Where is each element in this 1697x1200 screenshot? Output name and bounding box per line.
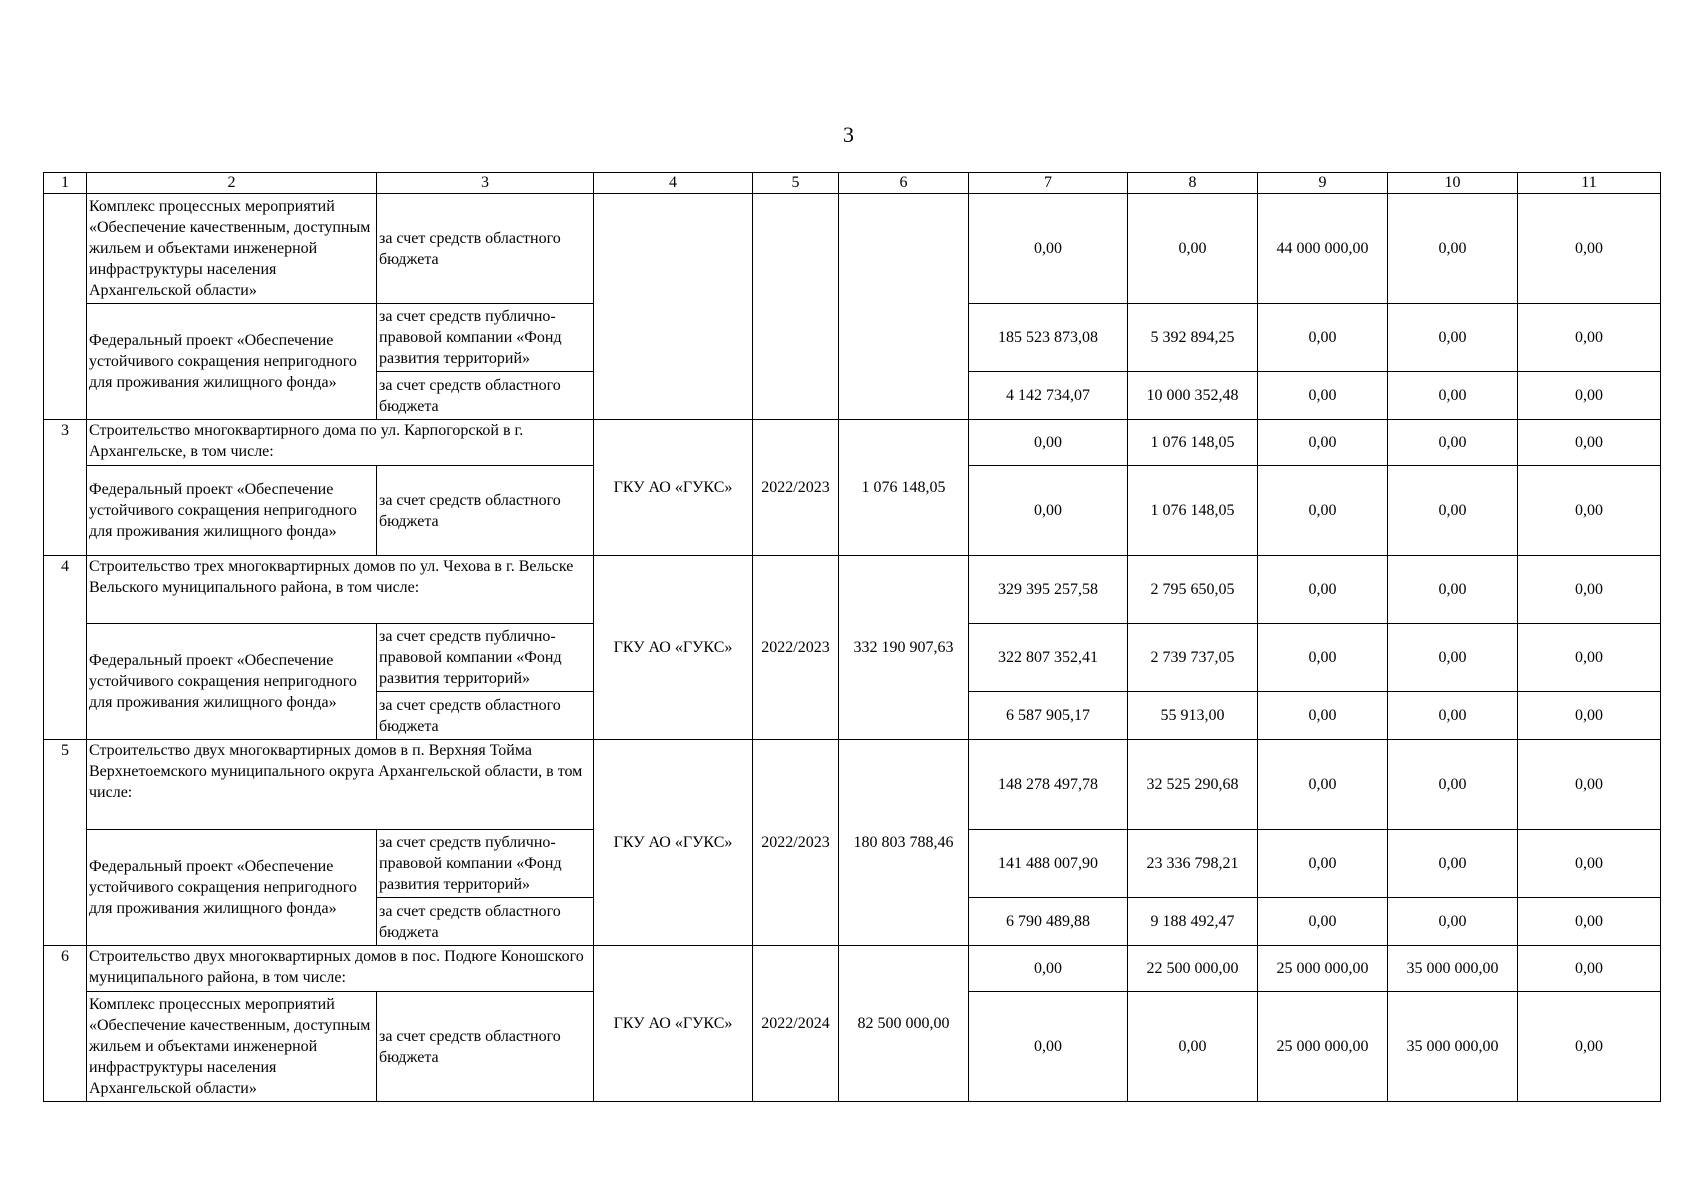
- period-cell: [753, 194, 839, 420]
- funding-source: за счет средств областного бюджета: [377, 898, 594, 946]
- amount-cell: 9 188 492,47: [1128, 898, 1258, 946]
- amount-cell: 0,00: [1518, 898, 1661, 946]
- amount-cell: 23 336 798,21: [1128, 830, 1258, 898]
- amount-cell: 55 913,00: [1128, 692, 1258, 740]
- funding-source: за счет средств областного бюджета: [377, 194, 594, 304]
- table-row: [44, 194, 1661, 304]
- header-cell: 1: [44, 173, 87, 194]
- amount-cell: 0,00: [1388, 624, 1518, 692]
- object-title: Строительство двух многоквартирных домов в пос. Подюге Коношского муниципального района, в том числе:: [87, 946, 594, 992]
- program-label: Федеральный проект «Обеспечение устойчивого сокращения непригодного для проживания жилищного фонда»: [87, 624, 377, 740]
- cost-cell: 1 076 148,05: [839, 420, 969, 556]
- amount-cell: 0,00: [1518, 466, 1661, 556]
- header-cell: 6: [839, 173, 969, 194]
- amount-cell: 0,00: [1258, 304, 1388, 372]
- amount-cell: 6 587 905,17: [969, 692, 1128, 740]
- program-label: Комплекс процессных мероприятий «Обеспечение качественным, доступным жильем и объектами инженерной инфраструктуры населения Архангельской области»: [87, 992, 377, 1102]
- object-title: Строительство многоквартирного дома по ул. Карпогорской в г. Архангельске, в том числе:: [87, 420, 594, 466]
- customer-cell: ГКУ АО «ГУКС»: [594, 740, 753, 946]
- amount-cell: 4 142 734,07: [969, 372, 1128, 420]
- cost-cell: 180 803 788,46: [839, 740, 969, 946]
- amount-cell: 35 000 000,00: [1388, 992, 1518, 1102]
- customer-cell: ГКУ АО «ГУКС»: [594, 420, 753, 556]
- amount-cell: 0,00: [1258, 830, 1388, 898]
- header-cell: 3: [377, 173, 594, 194]
- funding-source: за счет средств областного бюджета: [377, 372, 594, 420]
- row-number-cell: [44, 194, 87, 420]
- amount-cell: 6 790 489,88: [969, 898, 1128, 946]
- amount-cell: 5 392 894,25: [1128, 304, 1258, 372]
- amount-cell: 0,00: [1518, 624, 1661, 692]
- amount-cell: 0,00: [1388, 556, 1518, 624]
- amount-cell: 0,00: [969, 466, 1128, 556]
- header-cell: 2: [87, 173, 377, 194]
- program-label: Комплекс процессных мероприятий «Обеспечение качественным, доступным жильем и объектами инженерной инфраструктуры населения Архангельской области»: [87, 194, 377, 304]
- period-cell: 2022/2023: [753, 420, 839, 556]
- amount-cell: 22 500 000,00: [1128, 946, 1258, 992]
- amount-cell: 0,00: [969, 946, 1128, 992]
- header-cell: 10: [1388, 173, 1518, 194]
- budget-table: [43, 172, 1661, 1102]
- period-cell: 2022/2023: [753, 740, 839, 946]
- row-number-cell: 5: [44, 740, 87, 946]
- amount-cell: 0,00: [1388, 466, 1518, 556]
- funding-source: за счет средств публично-правовой компании «Фонд развития территорий»: [377, 624, 594, 692]
- funding-source: за счет средств публично-правовой компании «Фонд развития территорий»: [377, 830, 594, 898]
- amount-cell: 1 076 148,05: [1128, 420, 1258, 466]
- amount-cell: 25 000 000,00: [1258, 946, 1388, 992]
- amount-cell: 0,00: [969, 992, 1128, 1102]
- row-number-cell: 4: [44, 556, 87, 740]
- object-title: Строительство трех многоквартирных домов по ул. Чехова в г. Вельске Вельского муниципального района, в том числе:: [87, 556, 594, 624]
- period-cell: 2022/2023: [753, 556, 839, 740]
- amount-cell: 329 395 257,58: [969, 556, 1128, 624]
- amount-cell: 0,00: [1258, 466, 1388, 556]
- amount-cell: 0,00: [1258, 556, 1388, 624]
- amount-cell: 0,00: [1518, 304, 1661, 372]
- amount-cell: 0,00: [1388, 740, 1518, 830]
- amount-cell: 0,00: [1388, 372, 1518, 420]
- amount-cell: 0,00: [1258, 420, 1388, 466]
- customer-cell: ГКУ АО «ГУКС»: [594, 556, 753, 740]
- table-row: [44, 740, 1661, 830]
- table-row: [44, 556, 1661, 624]
- amount-cell: 0,00: [1388, 420, 1518, 466]
- amount-cell: 2 739 737,05: [1128, 624, 1258, 692]
- amount-cell: 148 278 497,78: [969, 740, 1128, 830]
- amount-cell: 0,00: [1388, 692, 1518, 740]
- table-row: [44, 946, 1661, 992]
- amount-cell: 2 795 650,05: [1128, 556, 1258, 624]
- amount-cell: 32 525 290,68: [1128, 740, 1258, 830]
- header-cell: 8: [1128, 173, 1258, 194]
- cost-cell: [839, 194, 969, 420]
- row-number-cell: 6: [44, 946, 87, 1102]
- customer-cell: ГКУ АО «ГУКС»: [594, 946, 753, 1102]
- amount-cell: 0,00: [1388, 194, 1518, 304]
- amount-cell: 0,00: [1128, 992, 1258, 1102]
- cost-cell: 332 190 907,63: [839, 556, 969, 740]
- header-cell: 11: [1518, 173, 1661, 194]
- amount-cell: 0,00: [1518, 992, 1661, 1102]
- row-number-cell: 3: [44, 420, 87, 556]
- amount-cell: 0,00: [1258, 898, 1388, 946]
- period-cell: 2022/2024: [753, 946, 839, 1102]
- page-number: 3: [843, 122, 854, 147]
- amount-cell: 0,00: [1258, 372, 1388, 420]
- header-cell: 4: [594, 173, 753, 194]
- amount-cell: 35 000 000,00: [1388, 946, 1518, 992]
- amount-cell: 185 523 873,08: [969, 304, 1128, 372]
- amount-cell: 0,00: [1518, 556, 1661, 624]
- amount-cell: 10 000 352,48: [1128, 372, 1258, 420]
- amount-cell: 141 488 007,90: [969, 830, 1128, 898]
- program-label: Федеральный проект «Обеспечение устойчивого сокращения непригодного для проживания жилищного фонда»: [87, 304, 377, 420]
- cost-cell: 82 500 000,00: [839, 946, 969, 1102]
- amount-cell: 0,00: [1518, 372, 1661, 420]
- header-cell: 7: [969, 173, 1128, 194]
- amount-cell: 0,00: [1518, 420, 1661, 466]
- funding-source: за счет средств областного бюджета: [377, 466, 594, 556]
- customer-cell: [594, 194, 753, 420]
- amount-cell: 0,00: [1518, 194, 1661, 304]
- header-cell: 9: [1258, 173, 1388, 194]
- amount-cell: 0,00: [1518, 692, 1661, 740]
- amount-cell: 44 000 000,00: [1258, 194, 1388, 304]
- amount-cell: 0,00: [1258, 692, 1388, 740]
- amount-cell: 0,00: [1518, 830, 1661, 898]
- amount-cell: 0,00: [1258, 740, 1388, 830]
- program-label: Федеральный проект «Обеспечение устойчивого сокращения непригодного для проживания жилищного фонда»: [87, 466, 377, 556]
- funding-source: за счет средств областного бюджета: [377, 692, 594, 740]
- amount-cell: 322 807 352,41: [969, 624, 1128, 692]
- amount-cell: 0,00: [1388, 898, 1518, 946]
- funding-source: за счет средств областного бюджета: [377, 992, 594, 1102]
- amount-cell: 0,00: [1518, 740, 1661, 830]
- object-title: Строительство двух многоквартирных домов в п. Верхняя Тойма Верхнетоемского муниципального округа Архангельской области, в том числе:: [87, 740, 594, 830]
- header-row: [44, 173, 1661, 194]
- amount-cell: 0,00: [1258, 624, 1388, 692]
- amount-cell: 0,00: [1388, 304, 1518, 372]
- header-cell: 5: [753, 173, 839, 194]
- amount-cell: 0,00: [1128, 194, 1258, 304]
- amount-cell: 0,00: [1388, 830, 1518, 898]
- program-label: Федеральный проект «Обеспечение устойчивого сокращения непригодного для проживания жилищного фонда»: [87, 830, 377, 946]
- table-row: [44, 420, 1661, 466]
- amount-cell: 0,00: [969, 420, 1128, 466]
- amount-cell: 0,00: [969, 194, 1128, 304]
- amount-cell: 25 000 000,00: [1258, 992, 1388, 1102]
- amount-cell: 0,00: [1518, 946, 1661, 992]
- amount-cell: 1 076 148,05: [1128, 466, 1258, 556]
- funding-source: за счет средств публично-правовой компании «Фонд развития территорий»: [377, 304, 594, 372]
